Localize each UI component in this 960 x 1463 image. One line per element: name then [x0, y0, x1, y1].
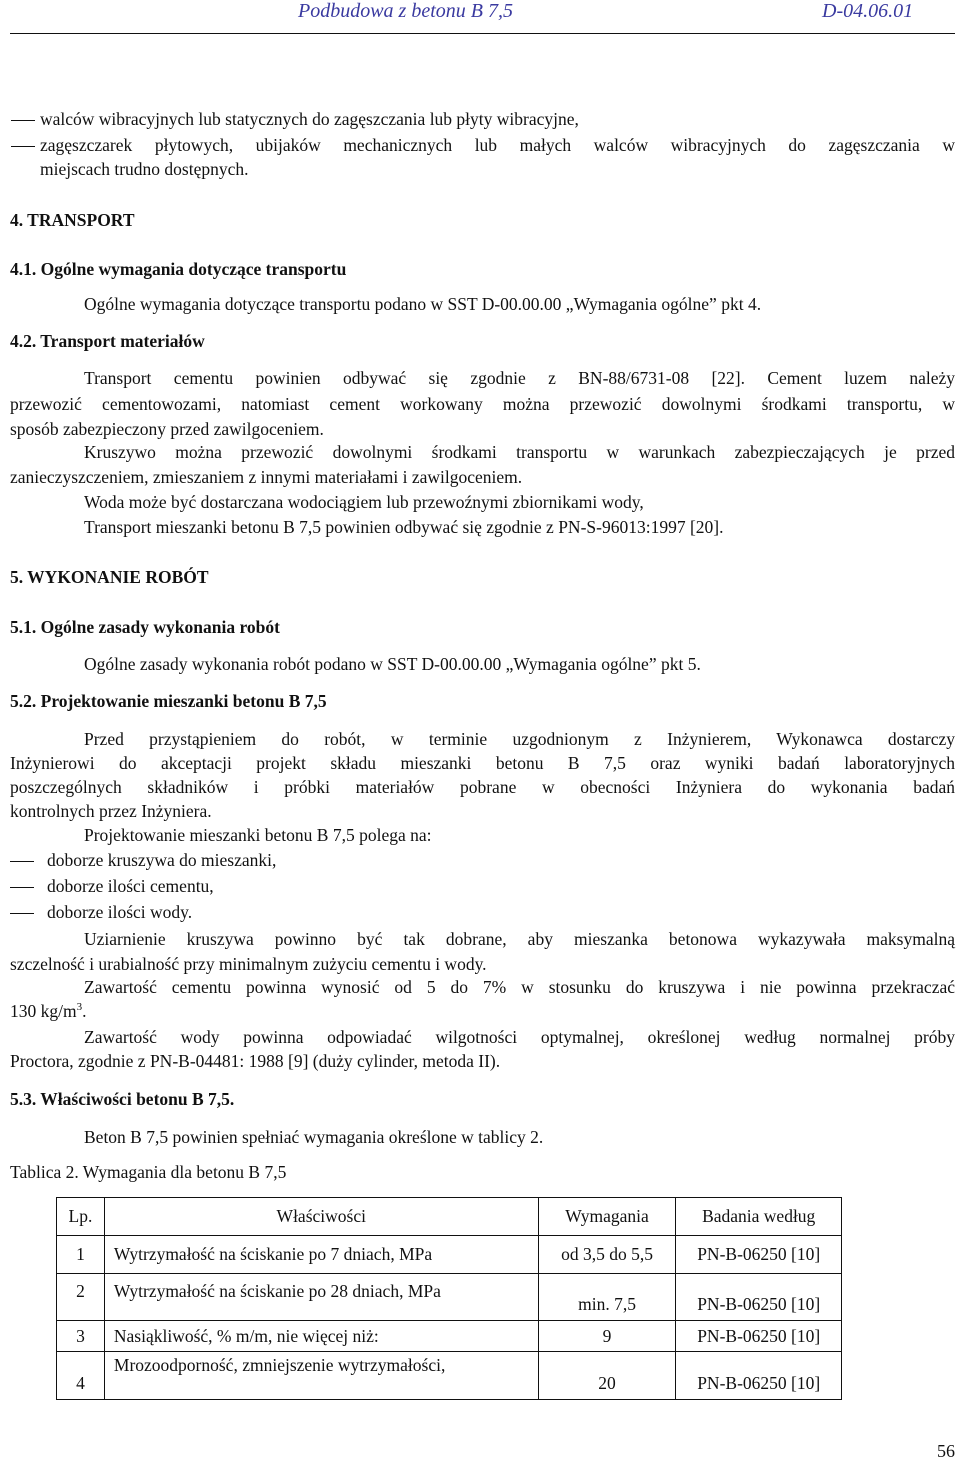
table-cell: Wytrzymałość na ściskanie po 7 dniach, MPa — [104, 1236, 538, 1274]
subsection-heading: 5.2. Projektowanie mieszanki betonu B 7,5 — [10, 691, 327, 711]
paragraph-line: szczelność i urabialność przy minimalnym zużyciu cementu i wody. — [10, 954, 487, 974]
subsection-heading: 4.1. Ogólne wymagania dotyczące transportu — [10, 259, 347, 279]
table-cell: 1 — [57, 1236, 105, 1274]
paragraph-line: Projektowanie mieszanki betonu B 7,5 polega na: — [84, 825, 432, 845]
list-item-continuation: miejscach trudno dostępnych. — [40, 159, 249, 179]
table-cell: PN-B-06250 [10] — [676, 1321, 842, 1352]
paragraph: Ogólne zasady wykonania robót podano w SST D-00.00.00 „Wymagania ogólne” pkt 5. — [84, 654, 701, 674]
list-dash — [10, 887, 34, 888]
unit-text: 130 kg/m — [10, 1001, 77, 1021]
paragraph-line — [10, 1000, 86, 1023]
paragraph: Ogólne wymagania dotyczące transportu podano w SST D-00.00.00 „Wymagania ogólne” pkt 4. — [84, 294, 762, 314]
list-item: doborze kruszywa do mieszanki, — [47, 850, 277, 870]
table-cell: Wytrzymałość na ściskanie po 28 dniach, MPa — [104, 1274, 538, 1321]
running-header-code: D-04.06.01 — [822, 0, 914, 22]
list-dash — [10, 861, 34, 862]
table-cell: Mrozoodporność, zmniejszenie wytrzymałości, — [104, 1352, 538, 1400]
table-cell: 20 — [538, 1352, 676, 1400]
list-item: zagęszczarek płytowych, ubijaków mechanicznych lub małych walców wibracyjnych do zagęszczania w — [40, 135, 955, 155]
paragraph-line: przewozić cementowozami, natomiast cement workowany można przewozić dowolnymi środkami transportu, w — [10, 394, 955, 414]
paragraph-line: Zawartość cementu powinna wynosić od 5 do 7% w stosunku do kruszywa i nie powinna przekraczać — [84, 977, 955, 997]
page-number: 56 — [937, 1441, 955, 1461]
table-cell: 9 — [538, 1321, 676, 1352]
requirements-table — [56, 1197, 842, 1400]
paragraph-line: Woda może być dostarczana wodociągiem lub przewoźnymi zbiornikami wody, — [84, 492, 644, 512]
paragraph-line: Zawartość wody powinna odpowiadać wilgotności optymalnej, określonej według normalnej próby — [84, 1027, 955, 1047]
paragraph-line: Przed przystąpieniem do robót, w terminie uzgodnionym z Inżynierem, Wykonawca dostarczy — [84, 729, 955, 749]
list-item: doborze ilości cementu, — [47, 876, 214, 896]
paragraph-line: Transport cementu powinien odbywać się zgodnie z BN-88/6731-08 [22]. Cement luzem należy — [84, 368, 955, 388]
table-cell: PN-B-06250 [10] — [676, 1274, 842, 1321]
list-dash — [11, 120, 35, 121]
paragraph-line: kontrolnych przez Inżyniera. — [10, 801, 212, 821]
table-header-row — [57, 1198, 842, 1236]
list-dash — [10, 913, 34, 914]
subsection-heading: 5.3. Właściwości betonu B 7,5. — [10, 1089, 235, 1109]
table-row — [57, 1352, 842, 1400]
paragraph-line: zanieczyszczeniem, zmieszaniem z innymi materiałami i zawilgoceniem. — [10, 467, 523, 487]
list-dash — [11, 146, 35, 147]
table-cell: 2 — [57, 1274, 105, 1321]
table-caption: Tablica 2. Wymagania dla betonu B 7,5 — [10, 1162, 287, 1182]
table-cell: PN-B-06250 [10] — [676, 1236, 842, 1274]
period: . — [82, 1001, 87, 1021]
table-row — [57, 1236, 842, 1274]
table-cell: 3 — [57, 1321, 105, 1352]
table-cell: 4 — [57, 1352, 105, 1400]
table-cell: od 3,5 do 5,5 — [538, 1236, 676, 1274]
table-row — [57, 1274, 842, 1321]
table-header-cell: Badania według — [676, 1198, 842, 1236]
paragraph-line: Uziarnienie kruszywa powinno być tak dobrane, aby mieszanka betonowa wykazywała maksymalną — [84, 929, 955, 949]
subsection-heading: 5.1. Ogólne zasady wykonania robót — [10, 617, 280, 637]
paragraph-line: Proctora, zgodnie z PN-B-04481: 1988 [9] (duży cylinder, metoda II). — [10, 1051, 501, 1071]
running-header-title: Podbudowa z betonu B 7,5 — [298, 0, 513, 22]
table-header-cell: Wymagania — [538, 1198, 676, 1236]
table-cell: Nasiąkliwość, % m/m, nie więcej niż: — [104, 1321, 538, 1352]
list-item: walców wibracyjnych lub statycznych do zagęszczania lub płyty wibracyjne, — [40, 109, 579, 129]
paragraph: Beton B 7,5 powinien spełniać wymagania określone w tablicy 2. — [84, 1127, 544, 1147]
paragraph-line: Kruszywo można przewozić dowolnymi środkami transportu w warunkach zabezpieczających je przed — [84, 442, 955, 462]
table-cell: PN-B-06250 [10] — [676, 1352, 842, 1400]
table-header-cell: Właściwości — [104, 1198, 538, 1236]
table-cell: min. 7,5 — [538, 1274, 676, 1321]
superscript: 3 — [76, 1001, 83, 1013]
table-header-cell: Lp. — [57, 1198, 105, 1236]
header-rule — [10, 33, 955, 34]
paragraph-line: Inżynierowi do akceptacji projekt składu mieszanki betonu B 7,5 oraz wyniki badań laboratoryjnych — [10, 753, 955, 773]
paragraph-line: sposób zabezpieczony przed zawilgoceniem. — [10, 419, 324, 439]
section-heading: 5. WYKONANIE ROBÓT — [10, 567, 209, 587]
section-heading: 4. TRANSPORT — [10, 210, 135, 230]
subsection-heading: 4.2. Transport materiałów — [10, 331, 205, 351]
table-row — [57, 1321, 842, 1352]
paragraph-line: Transport mieszanki betonu B 7,5 powinien odbywać się zgodnie z PN-S-96013:1997 [20]. — [84, 517, 724, 537]
list-item: doborze ilości wody. — [47, 902, 193, 922]
paragraph-line: poszczególnych składników i próbki materiałów pobrane w obecności Inżyniera do wykonania badań — [10, 777, 955, 797]
